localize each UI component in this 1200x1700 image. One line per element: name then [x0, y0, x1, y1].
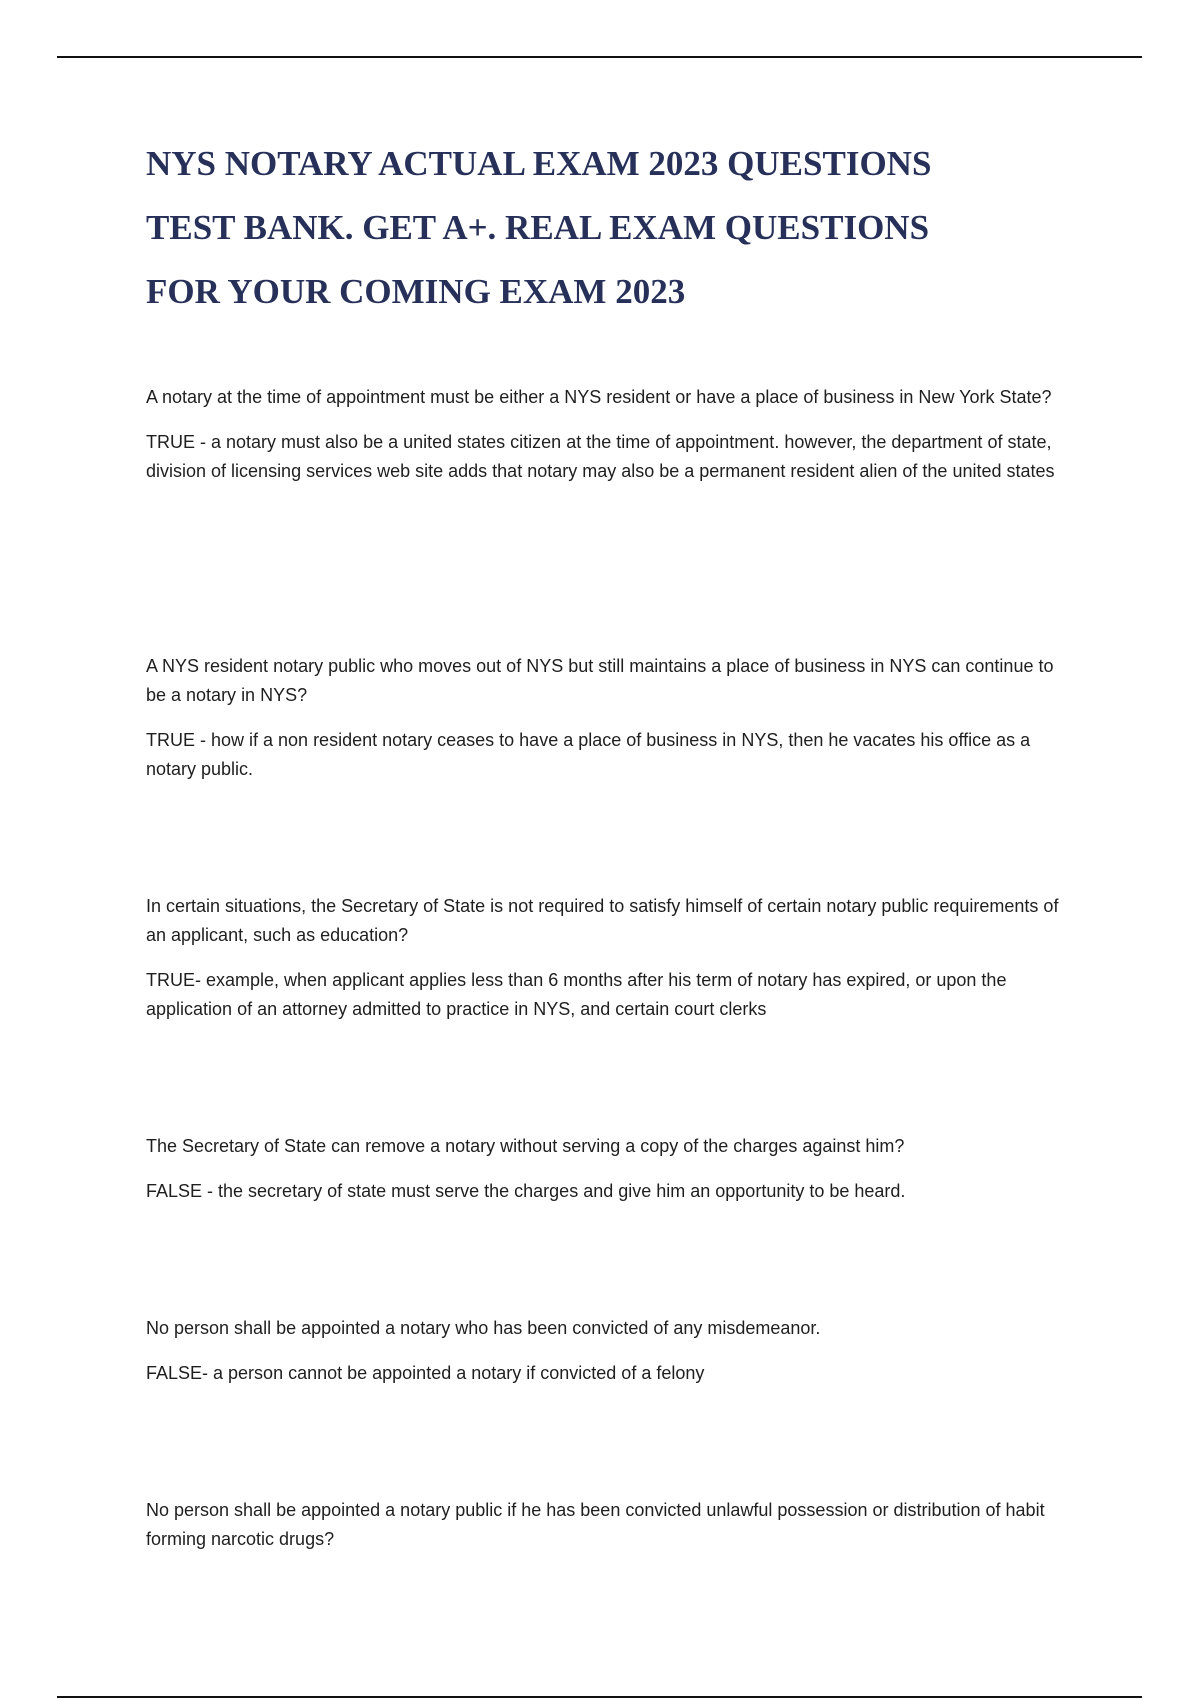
question-text: No person shall be appointed a notary public if he has been convicted unlawful possession or distribution of habit forming narcotic drugs? — [146, 1500, 1045, 1549]
question-text: A NYS resident notary public who moves out of NYS but still maintains a place of business in NYS can continue to be a notary in NYS? — [146, 656, 1054, 705]
qa-item — [146, 1132, 1076, 1206]
question-text: In certain situations, the Secretary of State is not required to satisfy himself of certain notary public requirements of an applicant, such as education? — [146, 896, 1059, 945]
answer-text: TRUE - how if a non resident notary ceases to have a place of business in NYS, then he vacates his office as a notary public. — [146, 730, 1031, 779]
question-text: No person shall be appointed a notary who has been convicted of any misdemeanor. — [146, 1318, 821, 1338]
header-rule — [57, 56, 1142, 58]
answer-text: FALSE- a person cannot be appointed a notary if convicted of a felony — [146, 1363, 705, 1383]
qa-item — [146, 652, 1076, 784]
answer-text: TRUE - a notary must also be a united states citizen at the time of appointment. however, the department of state, division of licensing services web site adds that notary may also be a permanent resident alien of the united states — [146, 432, 1055, 481]
footer-rule — [57, 1696, 1142, 1698]
question-text: A notary at the time of appointment must be either a NYS resident or have a place of business in New York State? — [146, 387, 1052, 407]
document-title — [146, 132, 1106, 324]
title-line: NYS NOTARY ACTUAL EXAM 2023 QUESTIONS — [146, 144, 932, 183]
qa-item — [146, 892, 1076, 1024]
answer-text: FALSE - the secretary of state must serve the charges and give him an opportunity to be heard. — [146, 1181, 906, 1201]
qa-item — [146, 383, 1076, 486]
answer-text: TRUE- example, when applicant applies less than 6 months after his term of notary has expired, or upon the application of an attorney admitted to practice in NYS, and certain court clerks — [146, 970, 1007, 1019]
qa-item — [146, 1496, 1076, 1554]
title-line: TEST BANK. GET A+. REAL EXAM QUESTIONS — [146, 208, 930, 247]
question-text: The Secretary of State can remove a notary without serving a copy of the charges against him? — [146, 1136, 905, 1156]
qa-item — [146, 1314, 1076, 1388]
title-line: FOR YOUR COMING EXAM 2023 — [146, 272, 686, 311]
